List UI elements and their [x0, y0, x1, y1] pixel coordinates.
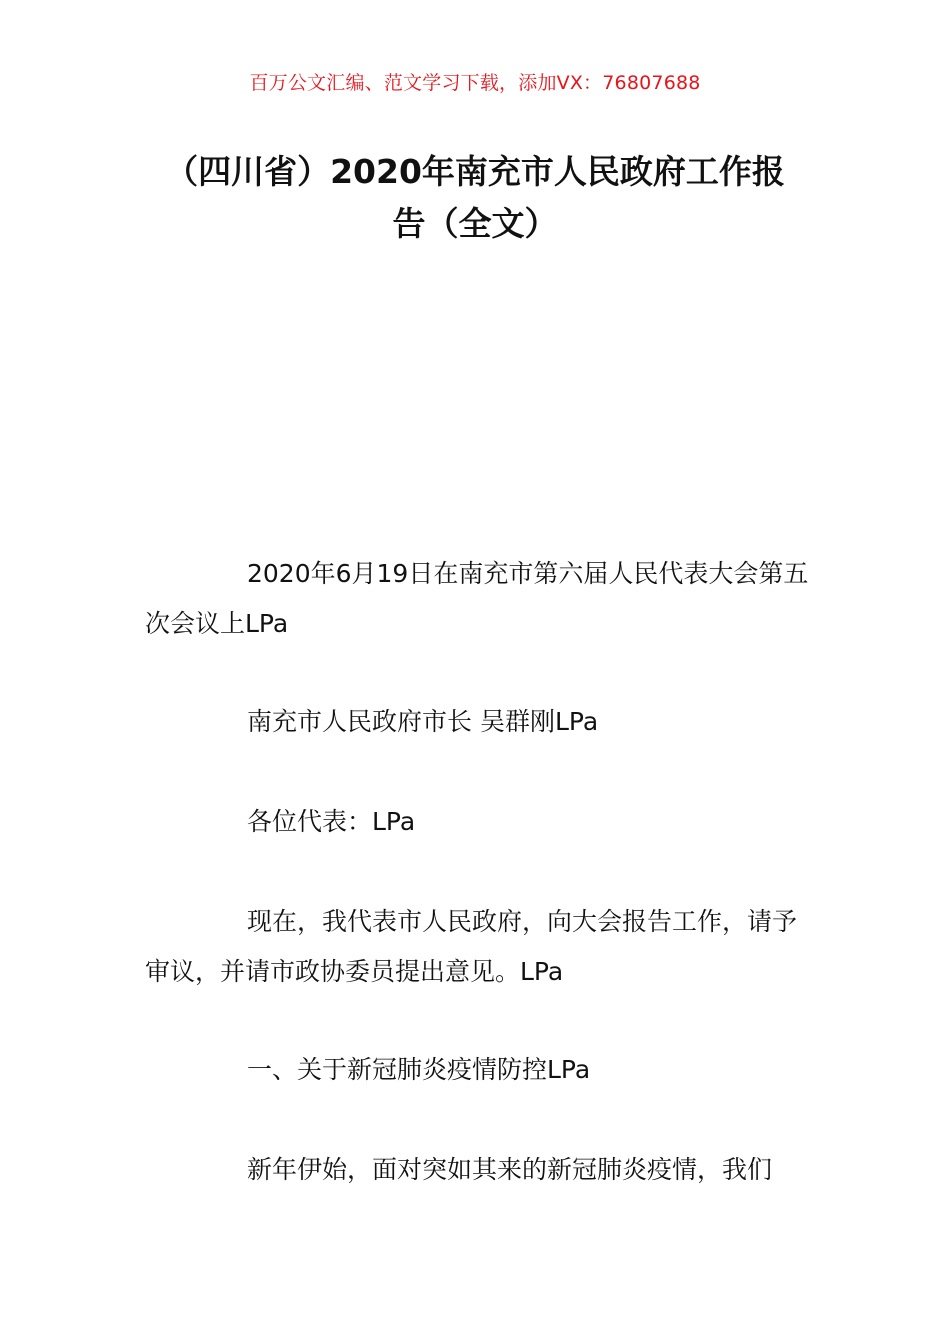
paragraph-text: 2020年6月19日在南充市第六届人民代表大会第五次会议上LPa: [145, 559, 809, 638]
paragraph-text: 各位代表：LPa: [247, 807, 416, 836]
paragraph-text: 新年伊始，面对突如其来的新冠肺炎疫情，我们: [247, 1155, 773, 1184]
document-title: [145, 146, 805, 250]
paragraph-meeting-date: [145, 549, 810, 649]
paragraph-text: 南充市人民政府市长 吴群刚LPa: [247, 707, 599, 736]
paragraph-text: 一、关于新冠肺炎疫情防控LPa: [247, 1055, 591, 1084]
section-heading-1: [145, 1045, 810, 1095]
paragraph-text: 现在，我代表市人民政府，向大会报告工作，请予审议，并请市政协委员提出意见。LPa: [145, 907, 798, 986]
header-note: 百万公文汇编、范文学习下载，添加VX：76807688: [249, 72, 701, 94]
title-line-2: 告（全文）: [392, 204, 558, 243]
paragraph-salutation: [145, 797, 810, 847]
title-line-1: （四川省）2020年南充市人民政府工作报: [165, 152, 785, 191]
paragraph-section-1-body: [145, 1145, 810, 1195]
paragraph-intro: [145, 897, 810, 997]
paragraph-speaker: [145, 697, 810, 747]
